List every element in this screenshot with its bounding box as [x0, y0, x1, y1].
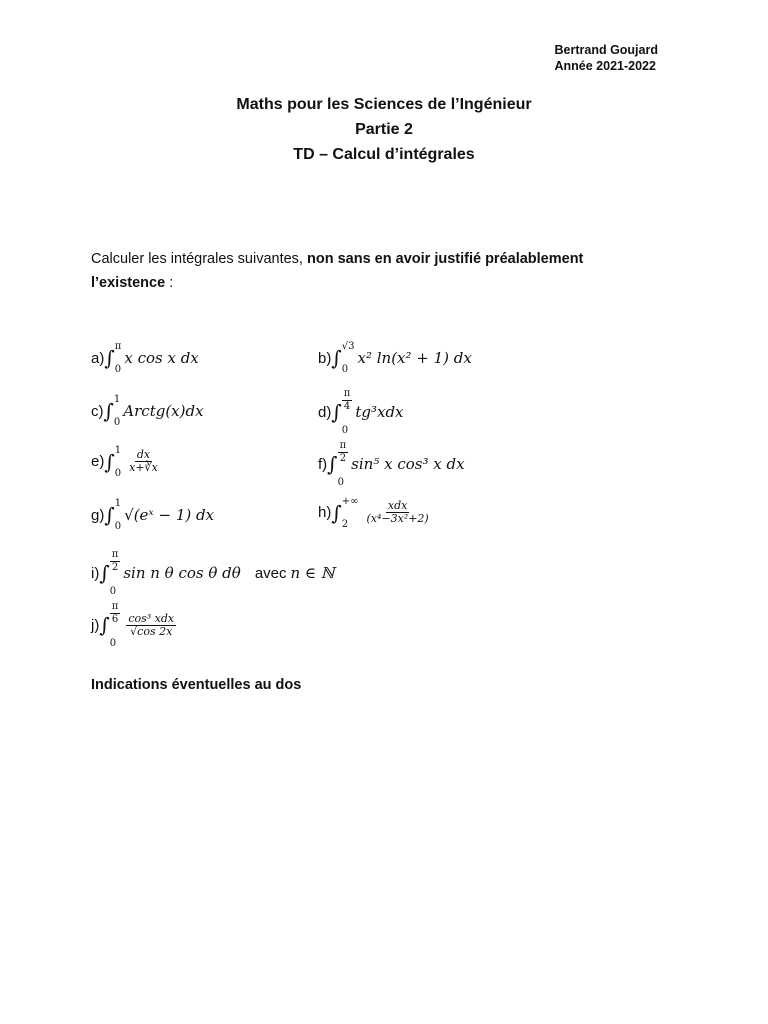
integral-limits: [337, 440, 349, 488]
upper-limit-den: 2: [339, 453, 347, 464]
upper-limit: √3: [341, 341, 355, 352]
indications-note: Indications éventuelles au dos: [91, 677, 302, 693]
integrand-fraction: [127, 449, 160, 474]
integral-limits: [341, 495, 359, 530]
lower-limit: 0: [337, 477, 344, 488]
integral-sign-icon: ∫: [103, 399, 114, 423]
integral-b: [318, 341, 472, 375]
integral-label: b): [318, 349, 332, 367]
numerator: xdx: [387, 499, 408, 512]
denominator: (x⁴−3x²+2): [366, 512, 429, 525]
document-title: Maths pour les Sciences de l’Ingénieur: [236, 96, 532, 113]
integral-a: [91, 341, 199, 375]
integrand: tg³xdx: [355, 403, 404, 421]
upper-limit-num: π: [111, 601, 119, 612]
lower-limit: 0: [114, 364, 122, 375]
upper-limit-num: π: [343, 388, 351, 399]
instructions: [91, 247, 651, 295]
instructions-bold: non sans en avoir justifié préalablement l’existence: [91, 251, 584, 291]
author-name: Bertrand Goujard: [554, 43, 658, 57]
integral-limits: [114, 498, 122, 532]
integral-c: [91, 394, 204, 428]
integral-sign-icon: ∫: [104, 503, 115, 527]
condition: n ∈ ℕ: [290, 564, 335, 582]
lower-limit: 0: [114, 521, 122, 532]
integral-limits: [341, 388, 353, 436]
lower-limit: 0: [341, 364, 349, 375]
document-part: Partie 2: [355, 121, 413, 138]
integral-sign-icon: ∫: [331, 500, 342, 525]
upper-limit: 1: [114, 444, 122, 456]
integral-limits: [109, 549, 121, 597]
integral-i: [91, 549, 335, 597]
document-subtitle: TD – Calcul d’intégrales: [293, 146, 475, 163]
integral-label: a): [91, 349, 105, 367]
integral-d: [318, 388, 404, 436]
integrand: x² ln(x² + 1) dx: [357, 349, 472, 367]
upper-limit-fraction: [342, 388, 353, 413]
integrand-fraction: [364, 500, 430, 525]
integrand: Arctg(x)dx: [123, 402, 204, 420]
title-block: [0, 92, 768, 167]
integral-label: i): [91, 564, 100, 582]
integrand: sin n θ cos θ dθ: [123, 564, 241, 582]
integral-sign-icon: ∫: [104, 346, 115, 370]
upper-limit-num: π: [111, 549, 119, 560]
condition-word: avec: [254, 564, 287, 582]
lower-limit: 0: [341, 425, 349, 436]
integral-sign-icon: ∫: [331, 346, 342, 370]
integral-limits: [341, 341, 355, 375]
lower-limit: 0: [109, 586, 117, 597]
integral-e: [91, 444, 163, 479]
lower-limit: 0: [114, 467, 122, 479]
academic-year: Année 2021-2022: [554, 59, 656, 73]
integral-h: [318, 495, 434, 530]
integrand: x cos x dx: [124, 349, 199, 367]
integral-label: e): [91, 453, 105, 470]
integrand-fraction: [126, 613, 176, 638]
denominator: √cos 2x: [130, 624, 173, 638]
integral-limits: [114, 341, 122, 375]
upper-limit-den: 2: [111, 562, 119, 573]
integral-j: [91, 601, 179, 649]
upper-limit-num: π: [339, 440, 347, 451]
integral-g: [91, 498, 215, 532]
lower-limit: 2: [341, 518, 349, 530]
upper-limit-den: 4: [343, 401, 351, 412]
upper-limit-fraction: [110, 549, 121, 574]
integral-label: j): [91, 616, 100, 634]
numerator: cos³ xdx: [128, 611, 175, 625]
lower-limit: 0: [113, 417, 121, 428]
upper-limit: 1: [114, 498, 122, 509]
integrand: sin⁵ x cos³ x dx: [351, 455, 465, 473]
integral-f: [318, 440, 465, 488]
denominator: x+∛x: [129, 461, 158, 474]
integral-sign-icon: ∫: [104, 449, 115, 474]
integrand: √(eˣ − 1) dx: [124, 506, 215, 524]
upper-limit-den: 6: [111, 614, 119, 625]
integral-limits: [114, 444, 122, 479]
instructions-plain: Calculer les intégrales suivantes,: [91, 251, 307, 267]
upper-limit-fraction: [110, 601, 121, 626]
integral-label: h): [318, 504, 332, 521]
integral-sign-icon: ∫: [99, 561, 110, 585]
author-block: [555, 42, 659, 74]
integral-limits: [113, 394, 121, 428]
integral-label: f): [318, 455, 328, 473]
integral-label: c): [91, 402, 104, 420]
integral-label: g): [91, 506, 105, 524]
lower-limit: 0: [109, 638, 117, 649]
integral-sign-icon: ∫: [327, 452, 338, 476]
upper-limit: π: [114, 341, 122, 352]
instructions-end: :: [165, 275, 174, 291]
integral-limits: [109, 601, 121, 649]
upper-limit: 1: [113, 394, 121, 405]
upper-limit-fraction: [338, 440, 349, 465]
numerator: dx: [136, 448, 151, 461]
integral-label: d): [318, 403, 332, 421]
upper-limit: +∞: [341, 495, 359, 507]
integral-sign-icon: ∫: [331, 400, 342, 424]
integral-sign-icon: ∫: [99, 613, 110, 637]
